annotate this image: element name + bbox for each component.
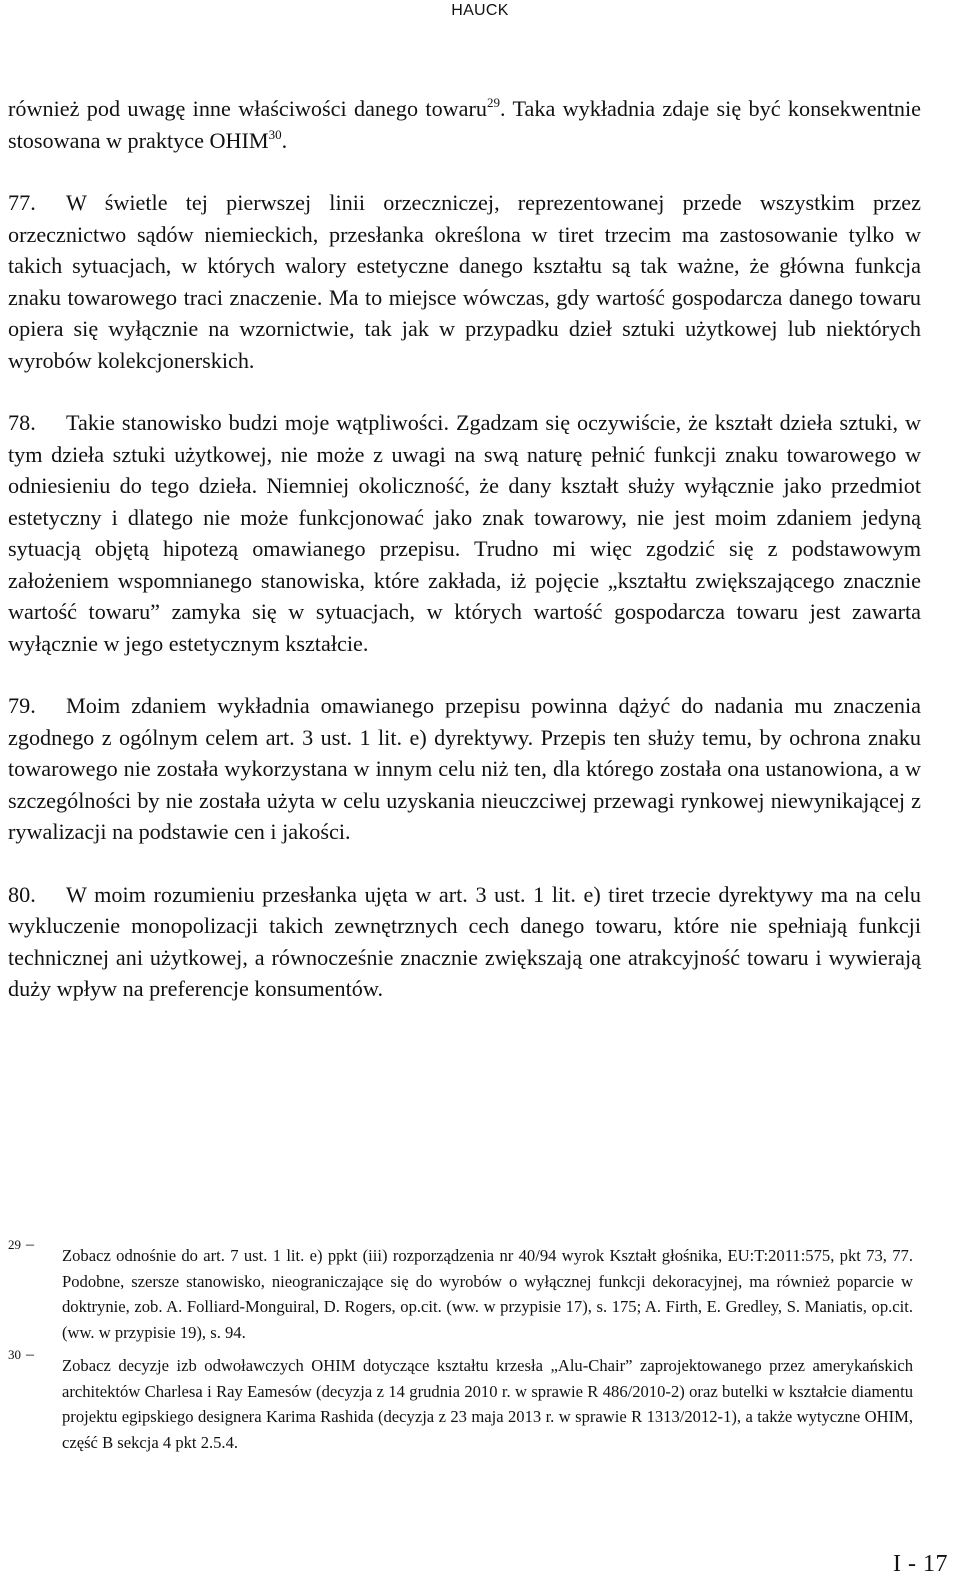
intro-text-a: również pod uwagę inne właściwości danego towaru	[8, 96, 488, 121]
footnote-dash: –	[26, 1346, 34, 1363]
document-body	[8, 93, 921, 1036]
paragraph-number: 77.	[8, 190, 36, 215]
footnote-ref-29[interactable]: 29	[487, 95, 501, 110]
footnote-text: Zobacz decyzje izb odwoławczych OHIM dotyczące kształtu krzesła „Alu-Chair” zaprojektowanego przez amerykańskich architektów Charlesa i Ray Eamesów (decyzja z 14 grudnia 2010 r. w sprawie R 486/2010-2) oraz butelki w kształcie diamentu projektu egipskiego designera Karima Rashida (decyzja z 23 maja 2013 r. w sprawie R 1313/2012-1), a także wytyczne OHIM, część B sekcja 4 pkt 2.5.4.	[62, 1356, 913, 1452]
footnote-text: Zobacz odnośnie do art. 7 ust. 1 lit. e) ppkt (iii) rozporządzenia nr 40/94 wyrok Kształt głośnika, EU:T:2011:575, pkt 73, 77. Podobne, szersze stanowisko, nieograniczające się do wyrobów o wyłącznej funkcji dekoracyjnej, ma również poparcie w doktrynie, zob. A. Folliard-Monguiral, D. Rogers, op.cit. (ww. w przypisie 17), s. 175; A. Firth, E. Gredley, S. Maniatis, op.cit. (ww. w przypisie 19), s. 94.	[62, 1246, 913, 1342]
paragraph-80	[8, 879, 921, 1005]
paragraph-78	[8, 407, 921, 659]
footnote-number: 29	[8, 1237, 21, 1252]
intro-text-c: .	[281, 127, 288, 153]
paragraph-79	[8, 690, 921, 848]
footnote-marker	[8, 1347, 34, 1363]
running-header: HAUCK	[451, 2, 509, 19]
footnotes-section	[8, 1236, 913, 1463]
paragraph-text: Moim zdaniem wykładnia omawianego przepisu powinna dążyć do nadania mu znaczenia zgodnego z ogólnym celem art. 3 ust. 1 lit. e) dyrektywy. Przepis ten służy temu, by ochrona znaku towarowego nie została wykorzystana w innym celu niż ten, dla którego została ona ustanowiona, a w szczególności by nie została użyta w celu uzyskania nieuczciwej przewagi rynkowej niewynikającej z rywalizacji na podstawie cen i jakości.	[8, 693, 921, 844]
footnote-ref-30[interactable]: 30	[268, 126, 282, 142]
footnote-30	[8, 1346, 913, 1455]
footnote-29	[8, 1236, 913, 1345]
page-number: I - 17	[893, 1551, 948, 1577]
footnote-marker	[8, 1237, 34, 1253]
paragraph-number: 78.	[8, 410, 36, 435]
paragraph-text: Takie stanowisko budzi moje wątpliwości. Zgadzam się oczywiście, że kształt dzieła sztuki, w tym dzieła sztuki użytkowej, nie może z uwagi na swą naturę pełnić funkcji znaku towarowego w odniesieniu do tego dzieła. Niemniej okoliczność, że dany kształt służy wyłącznie jako przedmiot estetyczny i dlatego nie może funkcjonować jako znak towarowy, nie jest moim zdaniem jedyną sytuacją objętą hipotezą omawianego przepisu. Trudno mi więc zgodzić się z podstawowym założeniem wspomnianego stanowiska, które zakłada, iż pojęcie „kształtu zwiększającego znacznie wartość towaru” zamyka się w sytuacjach, w których wartość gospodarcza towaru jest zawarta wyłącznie w jego estetycznym kształcie.	[8, 410, 921, 656]
intro-paragraph	[8, 93, 921, 156]
paragraph-number: 80.	[8, 881, 36, 907]
paragraph-text: W moim rozumieniu przesłanka ujęta w art. 3 ust. 1 lit. e) tiret trzecie dyrektywy ma na celu wykluczenie monopolizacji takich zewnętrznych cech danego towaru, które nie spełniają funkcji technicznej ani użytkowej, a równocześnie znacznie zwiększają one atrakcyjność towaru i wywierają duży wpływ na preferencje konsumentów.	[8, 881, 921, 1001]
paragraph-number: 79.	[8, 693, 36, 718]
footnote-number: 30	[8, 1347, 21, 1362]
footnote-dash: –	[26, 1236, 34, 1253]
paragraph-text: W świetle tej pierwszej linii orzeczniczej, reprezentowanej przede wszystkim przez orzecznictwo sądów niemieckich, przesłanka określona w tiret trzecim ma zastosowanie tylko w takich sytuacjach, w których walory estetyczne danego kształtu są tak ważne, że główna funkcja znaku towarowego traci znaczenie. Ma to miejsce wówczas, gdy wartość gospodarcza danego towaru opiera się wyłącznie na wzornictwie, tak jak w przypadku dzieł sztuki użytkowej lub niektórych wyrobów kolekcjonerskich.	[8, 190, 921, 373]
paragraph-77	[8, 187, 921, 376]
intro-text-b: . Taka wykładnia zdaje się być konsekwentnie stosowana w praktyce OHIM	[8, 96, 921, 153]
